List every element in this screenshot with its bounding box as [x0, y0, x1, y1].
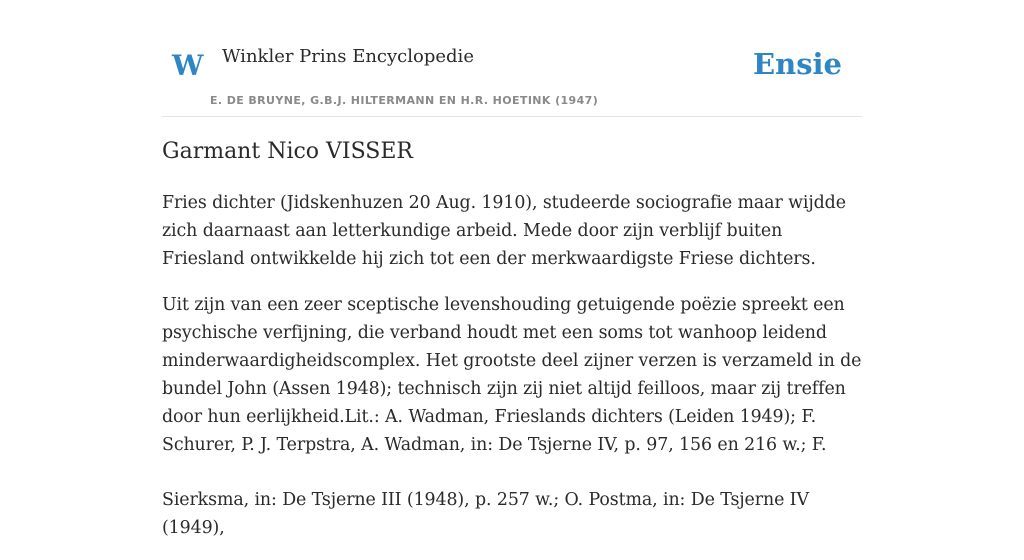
- authors-line: E. DE BRUYNE, G.B.J. HILTERMANN EN H.R. HOETINK (1947): [210, 94, 599, 107]
- article-title: Garmant Nico VISSER: [162, 139, 413, 164]
- site-title[interactable]: Winkler Prins Encyclopedie: [222, 46, 474, 67]
- article: [162, 138, 862, 560]
- site-logo-icon[interactable]: W: [172, 49, 204, 82]
- brand-logo[interactable]: Ensie: [753, 47, 842, 81]
- article-paragraph: Sierksma, in: De Tsjerne III (1948), p. 257 w.; O. Postma, in: De Tsjerne IV (1949),: [162, 489, 809, 538]
- article-paragraph: Fries dichter (Jidskenhuzen 20 Aug. 1910), studeerde sociografie maar wijdde zich daarnaast aan letterkundige arbeid. Mede door zijn verblijf buiten Friesland ontwikkelde hij zich tot een der merkwaardigste Friese dichters.: [162, 192, 846, 269]
- site-header: [162, 0, 862, 117]
- article-paragraph: Uit zijn van een zeer sceptische levenshouding getuigende poëzie spreekt een psychische verfijning, die verband houdt met een soms tot wanhoop leidend minderwaardigheidscomplex. Het grootste deel zijner verzen is verzameld in de bundel John (Assen 1948); technisch zijn zij niet altijd feilloos, maar zij treffen door hun eerlijkheid.Lit.: A. Wadman, Frieslands dichters (Leiden 1949); F. Schurer, P. J. Terpstra, A. Wadman, in: De Tsjerne IV, p. 97, 156 en 216 w.; F.: [162, 294, 862, 455]
